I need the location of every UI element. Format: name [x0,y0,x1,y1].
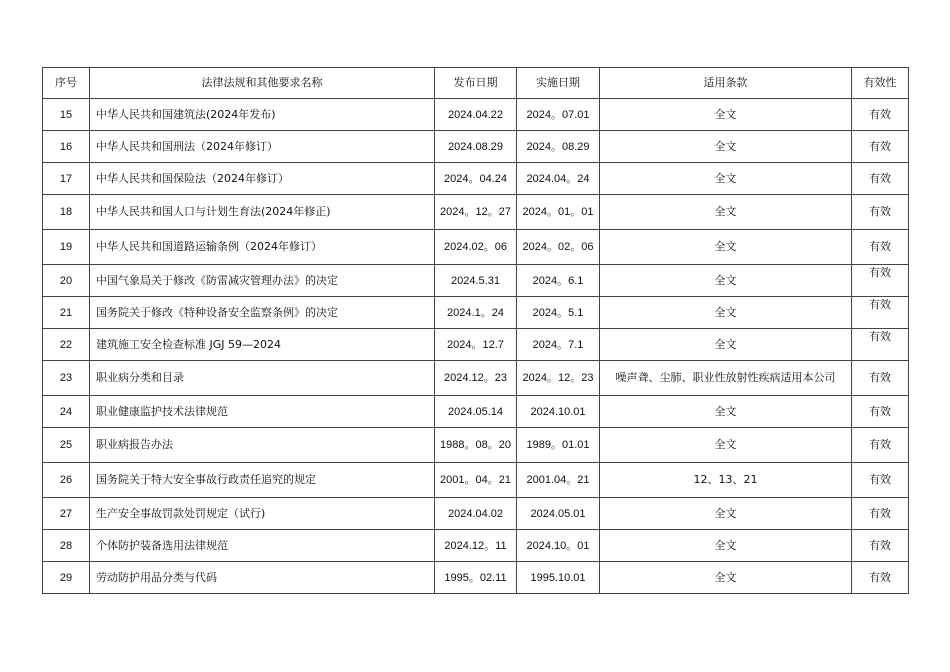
applicable-clause: 全文 [600,329,852,361]
applicable-clause: 全文 [600,99,852,131]
regulation-name: 劳动防护用品分类与代码 [90,562,435,594]
row-number: 28 [43,530,90,562]
applicable-clause: 全文 [600,297,852,329]
regulation-name: 中华人民共和国道路运输条例（2024年修订） [90,230,435,265]
regulation-name: 中华人民共和国建筑法(2024年发布) [90,99,435,131]
row-number: 21 [43,297,90,329]
validity-status: 有效 [852,562,909,594]
validity-status: 有效 [852,428,909,463]
publish-date: 1995。02.11 [435,562,517,594]
row-number: 17 [43,163,90,195]
applicable-clause: 全文 [600,163,852,195]
validity-status: 有效 [852,396,909,428]
publish-date: 2001。04。21 [435,463,517,498]
regulation-name: 职业病报告办法 [90,428,435,463]
applicable-clause: 噪声聋、尘肺、职业性放射性疾病适用本公司 [600,361,852,396]
table-row [43,230,909,265]
effective-date: 2001.04。21 [517,463,600,498]
effective-date: 2024.10.01 [517,396,600,428]
applicable-clause: 全文 [600,396,852,428]
publish-date: 2024.05.14 [435,396,517,428]
publish-date: 2024.5.31 [435,265,517,297]
table-row [43,396,909,428]
regulations-table [42,67,909,594]
publish-date: 2024.1。24 [435,297,517,329]
validity-status: 有效 [852,99,909,131]
effective-date: 1989。01.01 [517,428,600,463]
validity-status: 有效 [852,131,909,163]
applicable-clause: 全文 [600,562,852,594]
table-row [43,163,909,195]
validity-status: 有效 [852,163,909,195]
validity-status: 有效 [852,265,909,297]
applicable-clause: 全文 [600,530,852,562]
publish-date: 2024。04.24 [435,163,517,195]
validity-status: 有效 [852,230,909,265]
row-number: 20 [43,265,90,297]
applicable-clause: 全文 [600,265,852,297]
header-no: 序号 [43,68,90,99]
effective-date: 2024。07.01 [517,99,600,131]
table-row [43,562,909,594]
validity-status: 有效 [852,498,909,530]
table-row [43,265,909,297]
regulation-name: 中华人民共和国人口与计划生育法(2024年修正) [90,195,435,230]
effective-date: 1995.10.01 [517,562,600,594]
row-number: 18 [43,195,90,230]
effective-date: 2024.04。24 [517,163,600,195]
row-number: 29 [43,562,90,594]
applicable-clause: 全文 [600,230,852,265]
regulation-name: 建筑施工安全检查标准 JGJ 59—2024 [90,329,435,361]
effective-date: 2024。5.1 [517,297,600,329]
effective-date: 2024。02。06 [517,230,600,265]
validity-status: 有效 [852,463,909,498]
publish-date: 2024.08.29 [435,131,517,163]
row-number: 23 [43,361,90,396]
row-number: 26 [43,463,90,498]
regulation-name: 国务院关于特大安全事故行政责任追究的规定 [90,463,435,498]
publish-date: 2024.04.02 [435,498,517,530]
publish-date: 2024.02。06 [435,230,517,265]
publish-date: 1988。08。20 [435,428,517,463]
publish-date: 2024。12。27 [435,195,517,230]
applicable-clause: 全文 [600,195,852,230]
validity-status: 有效 [852,329,909,361]
regulation-name: 生产安全事故罚款处罚规定（试行) [90,498,435,530]
table-row [43,297,909,329]
validity-status: 有效 [852,361,909,396]
regulation-name: 中国气象局关于修改《防雷减灾管理办法》的决定 [90,265,435,297]
table-row [43,428,909,463]
publish-date: 2024.12。23 [435,361,517,396]
header-clause: 适用条款 [600,68,852,99]
effective-date: 2024。01。01 [517,195,600,230]
row-number: 25 [43,428,90,463]
table-row [43,361,909,396]
effective-date: 2024。6.1 [517,265,600,297]
table-row [43,463,909,498]
regulation-name: 职业健康监护技术法律规范 [90,396,435,428]
publish-date: 2024。12.7 [435,329,517,361]
validity-status: 有效 [852,530,909,562]
table-row [43,195,909,230]
row-number: 24 [43,396,90,428]
regulation-name: 中华人民共和国保险法（2024年修订） [90,163,435,195]
row-number: 15 [43,99,90,131]
table-row [43,99,909,131]
publish-date: 2024.04.22 [435,99,517,131]
effective-date: 2024。7.1 [517,329,600,361]
effective-date: 2024。12。23 [517,361,600,396]
header-name: 法律法规和其他要求名称 [90,68,435,99]
row-number: 16 [43,131,90,163]
applicable-clause: 12、13、21 [600,463,852,498]
validity-status: 有效 [852,297,909,329]
regulation-name: 个体防护装备选用法律规范 [90,530,435,562]
publish-date: 2024.12。11 [435,530,517,562]
applicable-clause: 全文 [600,498,852,530]
applicable-clause: 全文 [600,428,852,463]
table-body [43,99,909,594]
regulation-name: 职业病分类和目录 [90,361,435,396]
table-row [43,530,909,562]
regulation-name: 国务院关于修改《特种设备安全监察条例》的决定 [90,297,435,329]
row-number: 27 [43,498,90,530]
table-row [43,131,909,163]
effective-date: 2024。08.29 [517,131,600,163]
row-number: 19 [43,230,90,265]
effective-date: 2024.05.01 [517,498,600,530]
table-row [43,498,909,530]
row-number: 22 [43,329,90,361]
header-effective-date: 实施日期 [517,68,600,99]
validity-status: 有效 [852,195,909,230]
table-row [43,329,909,361]
table-header-row [43,68,909,99]
header-validity: 有效性 [852,68,909,99]
regulation-name: 中华人民共和国刑法（2024年修订） [90,131,435,163]
applicable-clause: 全文 [600,131,852,163]
effective-date: 2024.10。01 [517,530,600,562]
header-publish-date: 发布日期 [435,68,517,99]
